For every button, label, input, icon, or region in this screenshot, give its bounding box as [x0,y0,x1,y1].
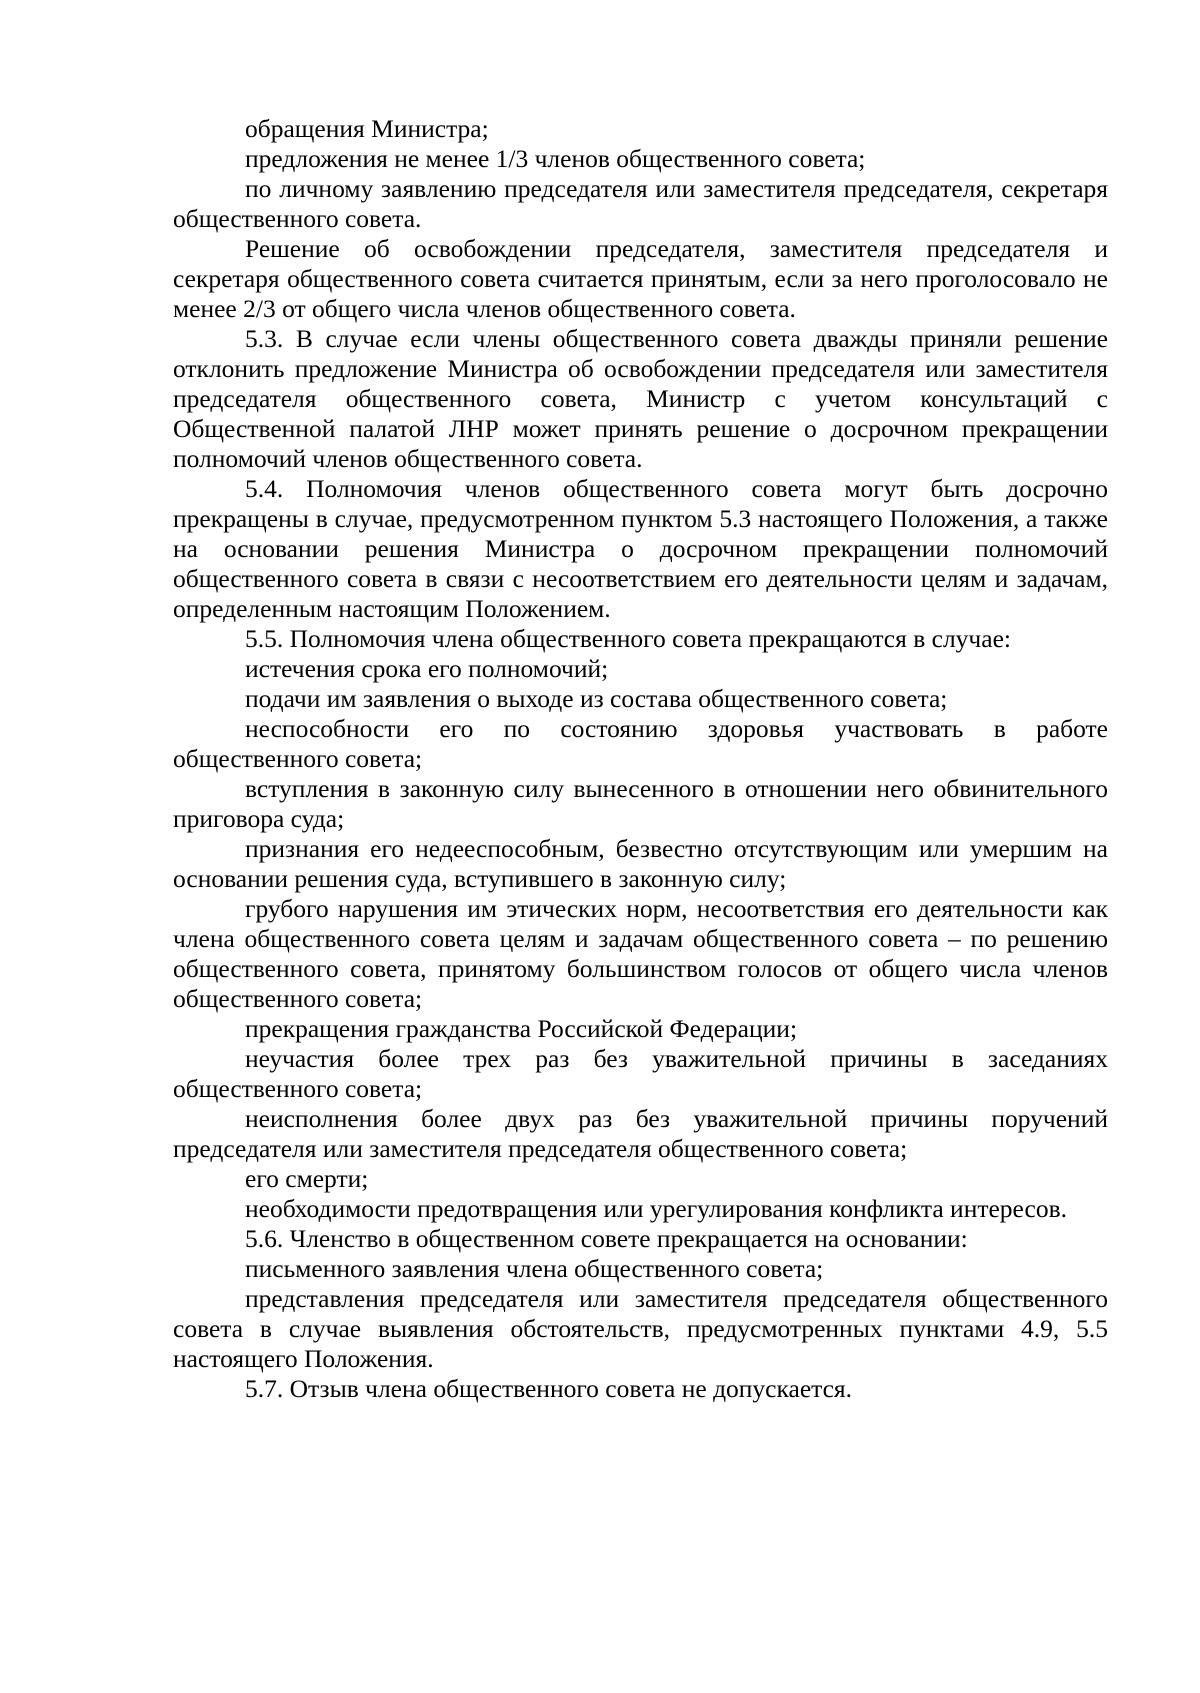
paragraph: 5.4. Полномочия членов общественного совета могут быть досрочно прекращены в случае, предусмотренном пунктом 5.3 настоящего Положения, а также на основании решения Министра о досрочном прекращении полномочий общественного совета в связи с несоответствием его деятельности целям и задачам, определенным настоящим Положением. [173,474,1108,623]
paragraph: 5.6. Членство в общественном совете прекращается на основании: [245,1224,968,1253]
paragraph: необходимости предотвращения или урегулирования конфликта интересов. [245,1194,1067,1223]
paragraph: представления председателя или заместителя председателя общественного совета в случае выявления обстоятельств, предусмотренных пунктами 4.9, 5.5 настоящего Положения. [173,1284,1108,1373]
paragraph: истечения срока его полномочий; [245,654,609,683]
paragraph: его смерти; [245,1164,369,1193]
paragraph: предложения не менее 1/3 членов общественного совета; [245,144,866,173]
paragraph: неисполнения более двух раз без уважительной причины поручений председателя или заместителя председателя общественного совета; [173,1104,1108,1163]
paragraph: письменного заявления члена общественного совета; [245,1254,824,1283]
document-body [173,114,1108,1404]
paragraph: Решение об освобождении председателя, заместителя председателя и секретаря общественного совета считается принятым, если за него проголосовало не менее 2/3 от общего числа членов общественного совета. [173,234,1108,323]
paragraph: 5.7. Отзыв члена общественного совета не допускается. [245,1374,853,1403]
paragraph: 5.5. Полномочия члена общественного совета прекращаются в случае: [245,624,1011,653]
paragraph: неспособности его по состоянию здоровья участвовать в работе общественного совета; [173,714,1108,773]
paragraph: прекращения гражданства Российской Федерации; [245,1014,798,1043]
paragraph: по личному заявлению председателя или заместителя председателя, секретаря общественного совета. [173,174,1108,233]
paragraph: обращения Министра; [245,114,489,143]
paragraph: признания его недееспособным, безвестно отсутствующим или умершим на основании решения суда, вступившего в законную силу; [173,834,1108,893]
paragraph: 5.3. В случае если члены общественного совета дважды приняли решение отклонить предложение Министра об освобождении председателя или заместителя председателя общественного совета, Министр с учетом консультаций с Общественной палатой ЛНР может принять решение о досрочном прекращении полномочий членов общественного совета. [173,324,1108,473]
paragraph: грубого нарушения им этических норм, несоответствия его деятельности как члена общественного совета целям и задачам общественного совета – по решению общественного совета, принятому большинством голосов от общего числа членов общественного совета; [173,894,1108,1013]
paragraph: вступления в законную силу вынесенного в отношении него обвинительного приговора суда; [173,774,1108,833]
paragraph: неучастия более трех раз без уважительной причины в заседаниях общественного совета; [173,1044,1108,1103]
paragraph: подачи им заявления о выходе из состава общественного совета; [245,684,948,713]
